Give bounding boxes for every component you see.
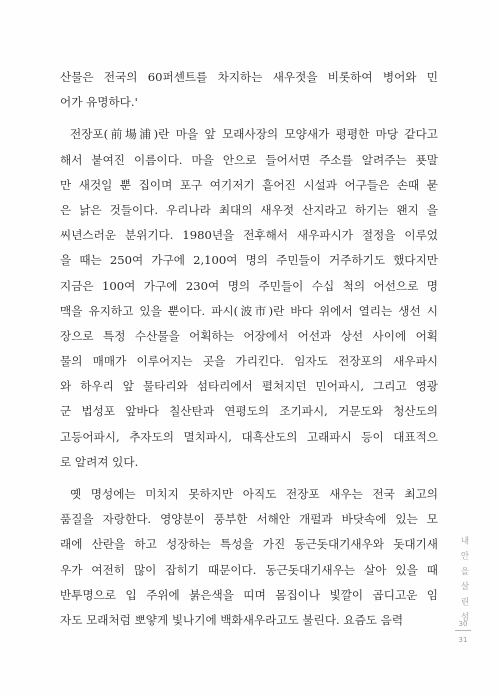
paragraph: [60, 65, 438, 115]
body-text: [60, 65, 438, 633]
text-line: 와 하우리 앞 물타리와 섬타리에서 펼쳐지던 민어파시, 그리고 영광: [60, 379, 438, 394]
text-line: 우가 여전히 많이 잡히기 때문이다. 동근돗대기새우는 살아 있을 때: [60, 562, 438, 577]
page-number-divider: [455, 630, 471, 631]
paragraph-gap: [60, 475, 438, 482]
page-number-left: 30: [458, 620, 468, 628]
text-line: 고등어파시, 추자도의 멸치파시, 대흑산도의 고래파시 등이 대표적으: [60, 429, 438, 444]
text-line: 산물은 전국의 60퍼센트를 차지하는 새우젓을 비롯하여 병어와 민: [60, 70, 438, 84]
text-line: 씨년스러운 분위기다. 1980년을 전후해서 새우파시가 절정을 이루었: [60, 228, 438, 243]
text-line: 자도 모래처럼 뽀얗게 빛나기에 백화새우라고도 불린다. 요즘도 음력: [60, 612, 404, 627]
text-line: 해서 붙여진 이름이다. 마을 안으로 들어서면 주소를 알려주는 푯말: [60, 152, 438, 167]
paragraph: [60, 482, 438, 633]
text-line: 전장포(前場浦)란 마을 앞 모래사장의 모양새가 평평한 마당 같다고: [70, 127, 438, 142]
text-line: 을 때는 250여 가구에 2,100여 명의 주민들이 거주하기도 했다지만: [60, 253, 438, 268]
text-line: 만 새것일 뿐 집이며 포구 여기저기 흩어진 시설과 어구들은 손때 묻: [60, 177, 438, 192]
running-title: 내 안 을 살 린 섬: [459, 536, 469, 623]
text-line: 물의 매매가 이루어지는 곳을 가리킨다. 임자도 전장포의 새우파시: [60, 354, 438, 369]
paragraph: [60, 122, 438, 475]
page-number-right: 31: [458, 636, 468, 644]
text-line: 품질을 자랑한다. 영양분이 풍부한 서해안 개펄과 바닷속에 있는 모: [60, 512, 438, 527]
text-line: 지금은 100여 가구에 230여 명의 주민들이 수십 척의 어선으로 명: [60, 278, 438, 293]
text-line: 반투명으로 입 주위에 붉은색을 띠며 몸집이나 빛깔이 곱디고운 임: [60, 587, 438, 602]
text-line: 장으로 특정 수산물을 어획하는 어장에서 어선과 상선 사이에 어획: [60, 328, 438, 343]
text-line: 맥을 유지하고 있을 뿐이다. 파시(波市)란 바다 위에서 열리는 생선 시: [60, 303, 438, 318]
text-line: 래에 산란을 하고 성장하는 특성을 가진 동근돗대기새우와 돗대기새: [60, 537, 438, 552]
text-line: 옛 명성에는 미치지 못하지만 아직도 전장포 새우는 전국 최고의: [70, 487, 438, 501]
text-line: 로 알려져 있다.: [60, 454, 139, 469]
text-line: 은 낡은 것들이다. 우리나라 최대의 새우젓 산지라고 하기는 왠지 을: [60, 202, 438, 217]
paragraph-gap: [60, 115, 438, 122]
text-line: 군 법성포 앞바다 칠산탄과 연평도의 조기파시, 거문도와 청산도의: [60, 404, 438, 419]
text-line: 어가 유명하다.': [60, 95, 138, 110]
